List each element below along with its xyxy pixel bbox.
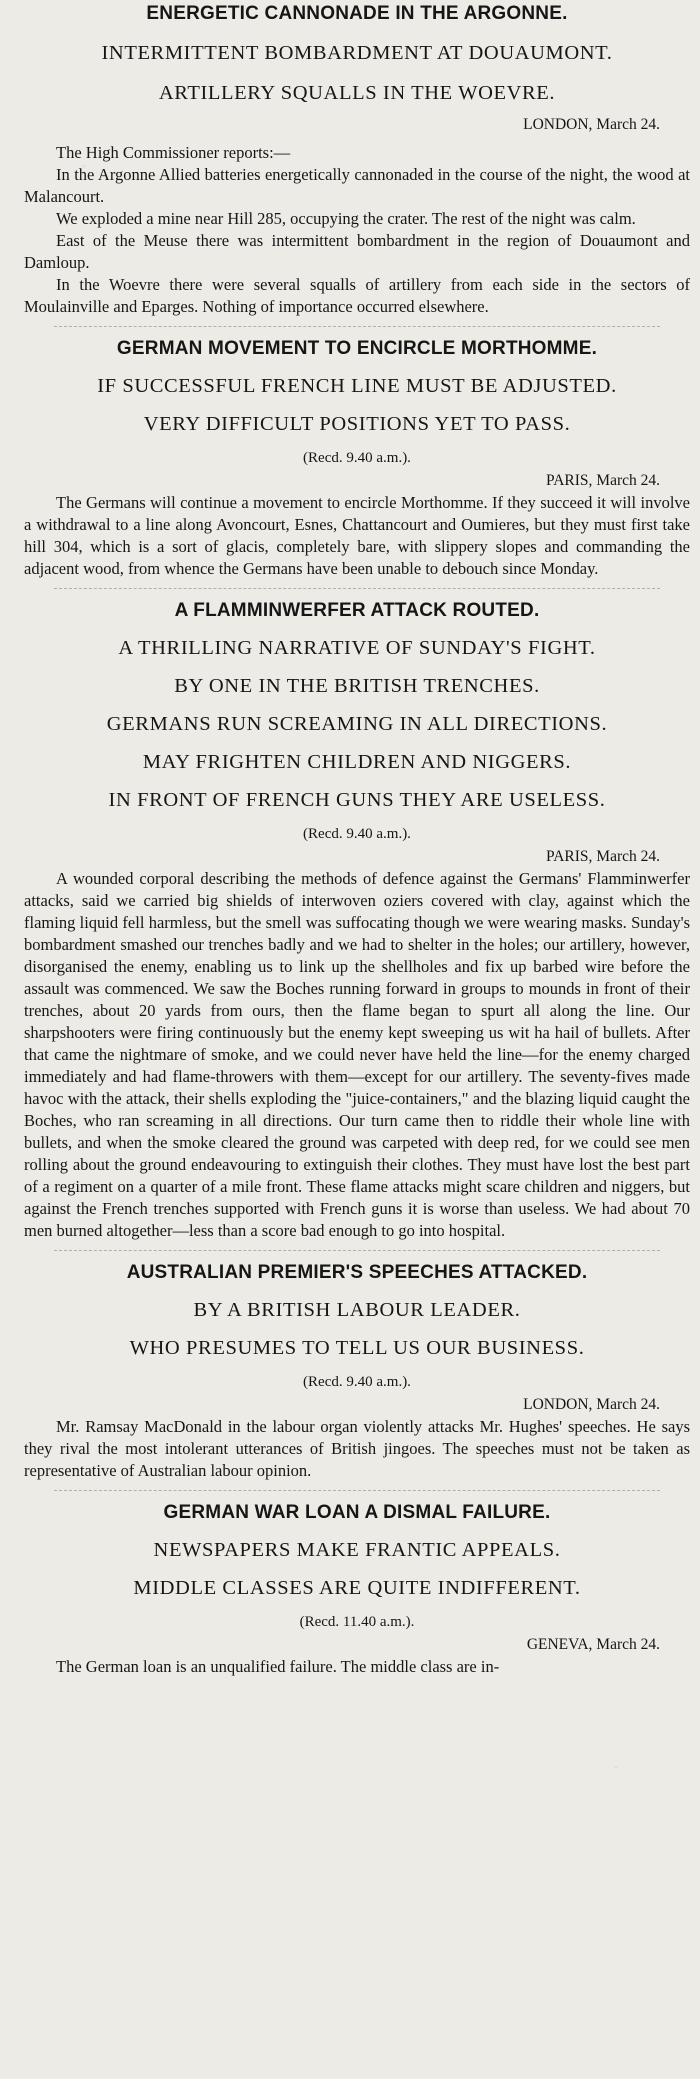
headline: AUSTRALIAN PREMIER'S SPEECHES ATTACKED. — [126, 1262, 588, 1283]
paragraph: In the Woevre there were several squalls of artillery from each side in the sectors of Moulainville and Eparges. Nothing of importance occurred elsewhere. — [24, 275, 690, 316]
divider — [54, 326, 660, 327]
article-body — [24, 868, 690, 1242]
paragraph: The High Commissioner reports:— — [56, 143, 291, 162]
subheadline: INTERMITTENT BOMBARDMENT AT DOUAUMONT. — [101, 42, 613, 64]
article-australian-premier — [24, 1261, 690, 1482]
subheadline: IF SUCCESSFUL FRENCH LINE MUST BE ADJUSTED. — [97, 375, 617, 397]
article-body — [24, 1416, 690, 1482]
paragraph: We exploded a mine near Hill 285, occupying the crater. The rest of the night was calm. — [56, 209, 636, 228]
received-time: (Recd. 11.40 a.m.). — [299, 1614, 415, 1630]
subheadline: ARTILLERY SQUALLS IN THE WOEVRE. — [158, 82, 556, 104]
headline: ENERGETIC CANNONADE IN THE ARGONNE. — [146, 3, 568, 24]
article-german-war-loan — [24, 1501, 690, 1678]
paragraph: In the Argonne Allied batteries energetically cannonaded in the course of the night, the wood at Malancourt. — [24, 165, 690, 206]
paragraph: Mr. Ramsay MacDonald in the labour organ violently attacks Mr. Hughes' speeches. He says they rival the most intolerant utterances of British jingoes. The speeches must not be taken as representative of Australian labour opinion. — [24, 1417, 690, 1480]
subheadline: BY A BRITISH LABOUR LEADER. — [193, 1299, 521, 1321]
headline: GERMAN WAR LOAN A DISMAL FAILURE. — [163, 1502, 551, 1523]
subheadline: WHO PRESUMES TO TELL US OUR BUSINESS. — [129, 1337, 585, 1359]
received-time: (Recd. 9.40 a.m.). — [303, 450, 411, 466]
received-time: (Recd. 9.40 a.m.). — [303, 826, 411, 842]
paragraph: The Germans will continue a movement to encircle Morthomme. If they succeed it will involve a withdrawal to a line along Avoncourt, Esnes, Chattancourt and Oumieres, but they must first take hill 304, which is a sort of glacis, completely bare, with slippery slopes and commanding the adjacent wood, from whence the Germans have been unable to debouch since Monday. — [24, 493, 690, 578]
paragraph: The German loan is an unqualified failure. The middle class are in- — [56, 1657, 500, 1676]
article-argonne — [24, 2, 690, 318]
subheadline: A THRILLING NARRATIVE OF SUNDAY'S FIGHT. — [118, 637, 596, 659]
subheadline: IN FRONT OF FRENCH GUNS THEY ARE USELESS. — [108, 789, 606, 811]
divider — [54, 588, 660, 589]
dateline: GENEVA, March 24. — [526, 1636, 660, 1653]
article-flamminwerfer — [24, 599, 690, 1242]
subheadline: NEWSPAPERS MAKE FRANTIC APPEALS. — [153, 1539, 561, 1561]
paragraph: East of the Meuse there was intermittent bombardment in the region of Douaumont and Damloup. — [24, 231, 690, 272]
article-body — [24, 142, 690, 318]
article-morthomme — [24, 337, 690, 580]
headline: GERMAN MOVEMENT TO ENCIRCLE MORTHOMME. — [116, 338, 598, 359]
dateline: PARIS, March 24. — [546, 472, 660, 489]
article-body — [24, 1656, 690, 1678]
headline: A FLAMMINWERFER ATTACK ROUTED. — [174, 600, 540, 621]
subheadline: MAY FRIGHTEN CHILDREN AND NIGGERS. — [142, 751, 572, 773]
subheadline: BY ONE IN THE BRITISH TRENCHES. — [174, 675, 540, 697]
paragraph: A wounded corporal describing the methods of defence against the Germans' Flamminwerfer attacks, said we carried big shields of interwoven oziers covered with clay, against which the flaming liquid fell harmless, but the smell was suffocating though we were wearing masks. Sunday's bombardment smashed our trenches badly and we had to shelter in the holes; our artillery, however, disorganised the enemy, enabling us to link up the shellholes and fix up barbed wire before the assault was commenced. We saw the Boches running forward in groups to mounds in front of their trenches, about 20 yards from ours, then the flame began to spurt all along the line. Our sharpshooters were firing continuously but the enemy kept sweeping us wit ha hail of bullets. After that came the nightmare of smoke, and we could never have held the line—for the enemy charged immediately and had flame-throwers with them—except for our artillery. The seventy-fives made havoc with the attack, their shells exploding the "juice-containers," and the blazing liquid caught the Boches, who ran screaming in all directions. Our turn came then to riddle their whole line with bullets, and when the smoke cleared the ground was carpeted with deep red, for we could see men rolling about the ground endeavouring to extinguish their clothes. They must have lost the best part of a regiment on a quarter of a mile front. These flame attacks might scare children and niggers, but against the French trenches supported with French guns it is worse than useless. We had about 70 men burned altogether—less than a score bad enough to go into hospital. — [24, 869, 690, 1240]
divider — [54, 1490, 660, 1491]
subheadline: GERMANS RUN SCREAMING IN ALL DIRECTIONS. — [106, 713, 608, 735]
article-body — [24, 492, 690, 580]
received-time: (Recd. 9.40 a.m.). — [303, 1374, 411, 1390]
dateline: LONDON, March 24. — [523, 116, 660, 133]
subheadline: MIDDLE CLASSES ARE QUITE INDIFFERENT. — [133, 1577, 581, 1599]
dateline: PARIS, March 24. — [546, 848, 660, 865]
dateline: LONDON, March 24. — [523, 1396, 660, 1413]
divider — [54, 1250, 660, 1251]
subheadline: VERY DIFFICULT POSITIONS YET TO PASS. — [143, 413, 571, 435]
